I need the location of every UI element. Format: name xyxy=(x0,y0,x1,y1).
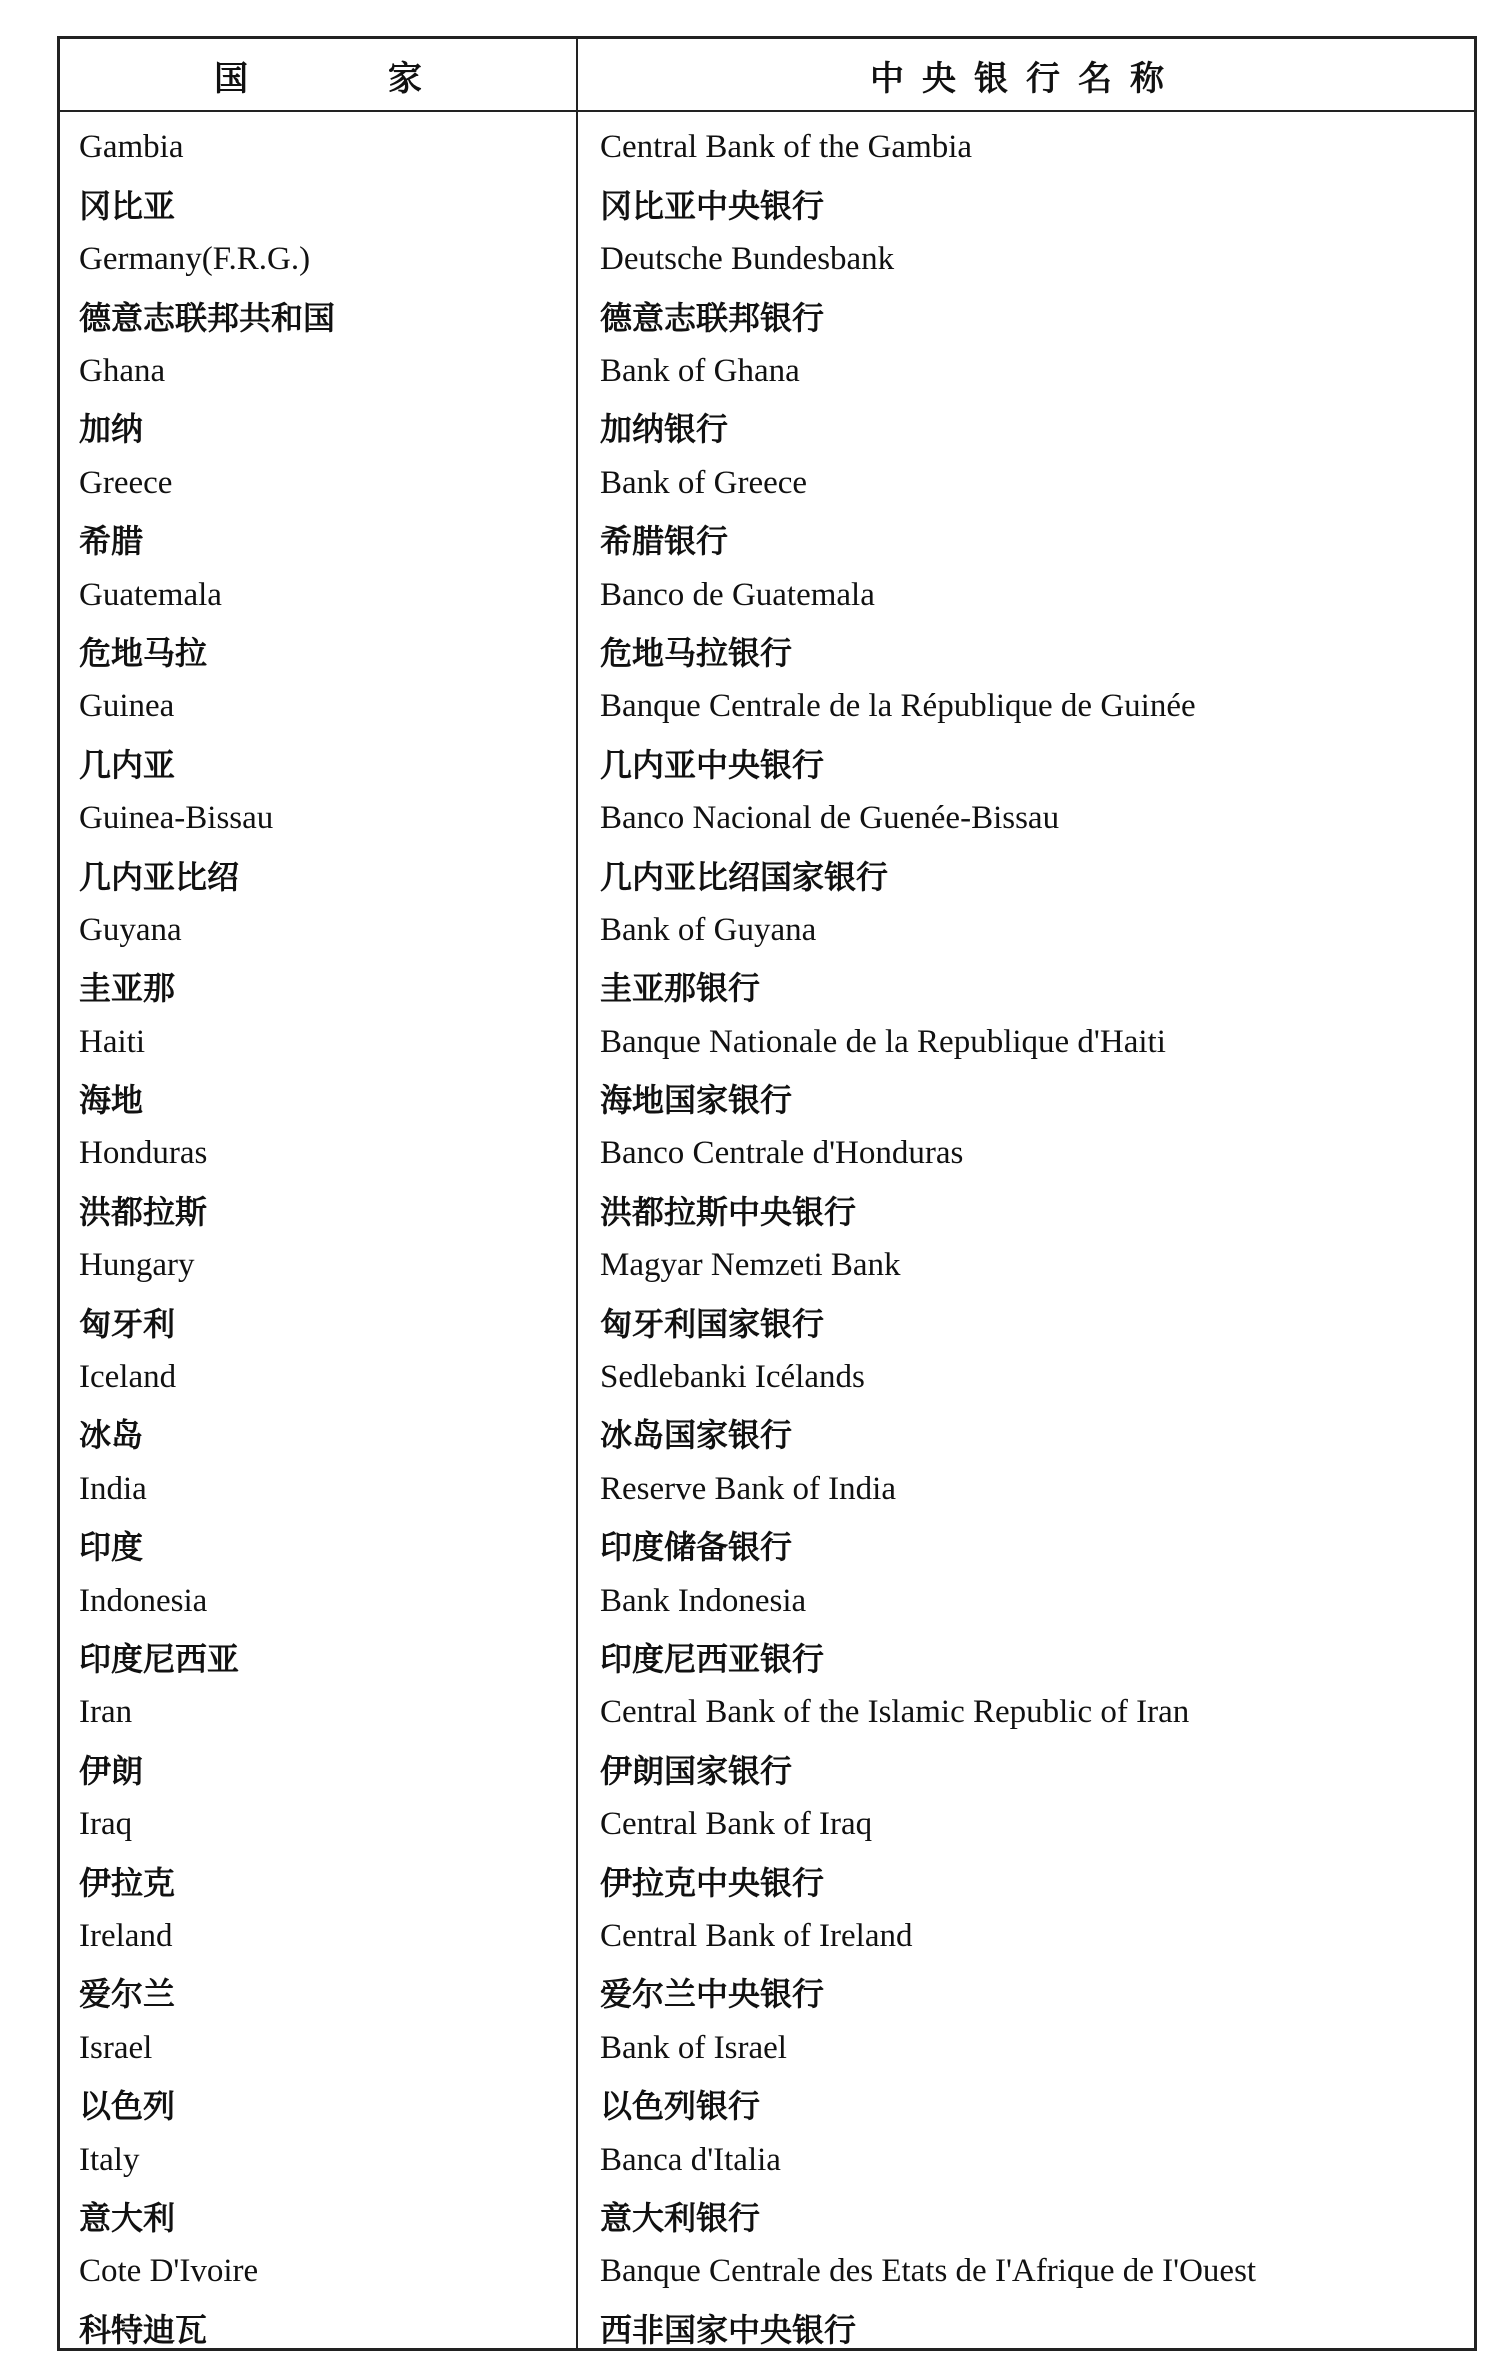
country-cell: 德意志联邦共和国 xyxy=(79,298,336,337)
country-cell: 洪都拉斯 xyxy=(79,1192,208,1231)
central-bank-cell: 几内亚中央银行 xyxy=(600,745,825,784)
central-bank-cell: Bank of Greece xyxy=(600,464,808,501)
central-bank-cell: 匈牙利国家银行 xyxy=(600,1304,825,1343)
central-bank-cell: Banque Centrale de la République de Guinée xyxy=(600,688,1196,725)
country-cell: 冰岛 xyxy=(79,1416,144,1455)
header-country xyxy=(60,40,576,110)
country-cell: Honduras xyxy=(79,1135,208,1172)
central-bank-cell: 印度储备银行 xyxy=(600,1528,793,1567)
table-row xyxy=(60,344,1474,400)
country-cell: Iran xyxy=(79,1694,133,1731)
country-cell: 意大利 xyxy=(79,2198,176,2237)
country-cell: 几内亚比绍 xyxy=(79,857,240,896)
country-cell: 希腊 xyxy=(79,522,144,561)
central-bank-cell: 印度尼西亚银行 xyxy=(600,1639,825,1678)
table-row xyxy=(60,735,1474,791)
country-cell: India xyxy=(79,1470,147,1507)
table-row xyxy=(60,1405,1474,1461)
table-row xyxy=(60,1853,1474,1909)
table-row xyxy=(60,2244,1474,2300)
country-cell: Germany(F.R.G.) xyxy=(79,241,311,278)
central-bank-cell: Central Bank of the Islamic Republic of Iran xyxy=(600,1694,1190,1731)
central-bank-cell: 西非国家中央银行 xyxy=(600,2310,857,2349)
country-cell: Guinea-Bissau xyxy=(79,800,274,837)
country-cell: 危地马拉 xyxy=(79,633,208,672)
country-cell: Gambia xyxy=(79,129,184,166)
table-body xyxy=(60,120,1474,2356)
country-cell: 伊朗 xyxy=(79,1751,144,1790)
central-bank-cell: Bank of Guyana xyxy=(600,911,817,948)
country-cell: Haiti xyxy=(79,1023,145,1060)
country-cell: Iceland xyxy=(79,1359,177,1396)
table-row xyxy=(60,232,1474,288)
central-bank-cell: Banco de Guatemala xyxy=(600,576,875,613)
central-bank-cell: 意大利银行 xyxy=(600,2198,761,2237)
table-row xyxy=(60,2132,1474,2188)
table-row xyxy=(60,847,1474,903)
country-cell: 印度 xyxy=(79,1528,144,1567)
country-cell: 加纳 xyxy=(79,410,144,449)
table-row xyxy=(60,1909,1474,1965)
table-row xyxy=(60,1964,1474,2020)
central-bank-cell: 加纳银行 xyxy=(600,410,729,449)
central-bank-cell: Bank Indonesia xyxy=(600,1582,807,1619)
central-bank-cell: 危地马拉银行 xyxy=(600,633,793,672)
central-bank-cell: Central Bank of the Gambia xyxy=(600,129,973,166)
country-cell: 以色列 xyxy=(79,2087,176,2126)
table-row xyxy=(60,1741,1474,1797)
table-row xyxy=(60,2020,1474,2076)
table-row xyxy=(60,1797,1474,1853)
central-bank-cell: 洪都拉斯中央银行 xyxy=(600,1192,857,1231)
country-cell: Guatemala xyxy=(79,576,222,613)
country-cell: Israel xyxy=(79,2029,153,2066)
table-row xyxy=(60,1461,1474,1517)
table-row xyxy=(60,1517,1474,1573)
table-row xyxy=(60,1350,1474,1406)
country-cell: 海地 xyxy=(79,1081,144,1120)
country-cell: 冈比亚 xyxy=(79,186,176,225)
table-row xyxy=(60,1573,1474,1629)
central-bank-cell: 冰岛国家银行 xyxy=(600,1416,793,1455)
table-row xyxy=(60,288,1474,344)
table-row xyxy=(60,1629,1474,1685)
central-bank-cell: Banca d'Italia xyxy=(600,2141,781,2178)
central-bank-cell: 以色列银行 xyxy=(600,2087,761,2126)
country-cell: 几内亚 xyxy=(79,745,176,784)
table-row xyxy=(60,455,1474,511)
country-cell: Ghana xyxy=(79,353,166,389)
country-cell: 印度尼西亚 xyxy=(79,1639,240,1678)
central-bank-cell: Central Bank of Ireland xyxy=(600,1917,913,1954)
table-row xyxy=(60,176,1474,232)
table-row xyxy=(60,791,1474,847)
central-bank-cell: Banco Centrale d'Honduras xyxy=(600,1135,964,1172)
table-row xyxy=(60,567,1474,623)
table-row xyxy=(60,1685,1474,1741)
table-row xyxy=(60,120,1474,176)
country-cell: 圭亚那 xyxy=(79,969,176,1008)
central-bank-cell: Banque Centrale des Etats de I'Afrique de I'Ouest xyxy=(600,2253,1257,2290)
table-row xyxy=(60,399,1474,455)
country-cell: Cote D'Ivoire xyxy=(79,2253,259,2290)
country-cell: 匈牙利 xyxy=(79,1304,176,1343)
central-bank-cell: Sedlebanki Icélands xyxy=(600,1359,865,1396)
country-cell: Italy xyxy=(79,2141,140,2178)
central-bank-cell: Bank of Israel xyxy=(600,2029,787,2066)
central-bank-cell: 爱尔兰中央银行 xyxy=(600,1975,825,2014)
central-bank-cell: 希腊银行 xyxy=(600,522,729,561)
country-cell: 伊拉克 xyxy=(79,1863,176,1902)
central-bank-cell: Reserve Bank of India xyxy=(600,1470,896,1507)
country-cell: Guinea xyxy=(79,688,175,725)
table-row xyxy=(60,2300,1474,2356)
central-bank-cell: 海地国家银行 xyxy=(600,1081,793,1120)
table-row xyxy=(60,623,1474,679)
header-divider xyxy=(57,110,1477,112)
table-row xyxy=(60,902,1474,958)
central-bank-cell: Bank of Ghana xyxy=(600,353,800,389)
central-bank-cell: 德意志联邦银行 xyxy=(600,298,825,337)
country-cell: Iraq xyxy=(79,1806,133,1843)
table-row xyxy=(60,1014,1474,1070)
table-row xyxy=(60,1070,1474,1126)
country-cell: Ireland xyxy=(79,1917,173,1954)
table-row xyxy=(60,958,1474,1014)
central-bank-cell: Deutsche Bundesbank xyxy=(600,241,895,278)
country-cell: Guyana xyxy=(79,911,182,948)
central-bank-cell: 几内亚比绍国家银行 xyxy=(600,857,889,896)
table-row xyxy=(60,1126,1474,1182)
country-cell: 爱尔兰 xyxy=(79,1975,176,2014)
central-bank-cell: 伊朗国家银行 xyxy=(600,1751,793,1790)
table-row xyxy=(60,2076,1474,2132)
central-bank-cell: Magyar Nemzeti Bank xyxy=(600,1247,901,1284)
country-cell: 科特迪瓦 xyxy=(79,2310,208,2349)
country-cell: Hungary xyxy=(79,1247,195,1284)
central-bank-cell: 圭亚那银行 xyxy=(600,969,761,1008)
table-row xyxy=(60,679,1474,735)
table-row xyxy=(60,1182,1474,1238)
table-row xyxy=(60,2188,1474,2244)
header-central-bank-name xyxy=(578,40,1474,110)
table-row xyxy=(60,1294,1474,1350)
central-bank-cell: Central Bank of Iraq xyxy=(600,1806,873,1843)
country-cell: Greece xyxy=(79,464,173,501)
table-row xyxy=(60,511,1474,567)
central-bank-cell: Banco Nacional de Guenée-Bissau xyxy=(600,800,1060,837)
country-cell: Indonesia xyxy=(79,1582,208,1619)
table-row xyxy=(60,1238,1474,1294)
header-country-label: 国 家 xyxy=(214,58,486,99)
central-bank-cell: 冈比亚中央银行 xyxy=(600,186,825,225)
central-bank-cell: 伊拉克中央银行 xyxy=(600,1863,825,1902)
header-central-bank-label: 中央银行名称 xyxy=(870,58,1182,99)
central-bank-cell: Banque Nationale de la Republique d'Haiti xyxy=(600,1023,1166,1060)
